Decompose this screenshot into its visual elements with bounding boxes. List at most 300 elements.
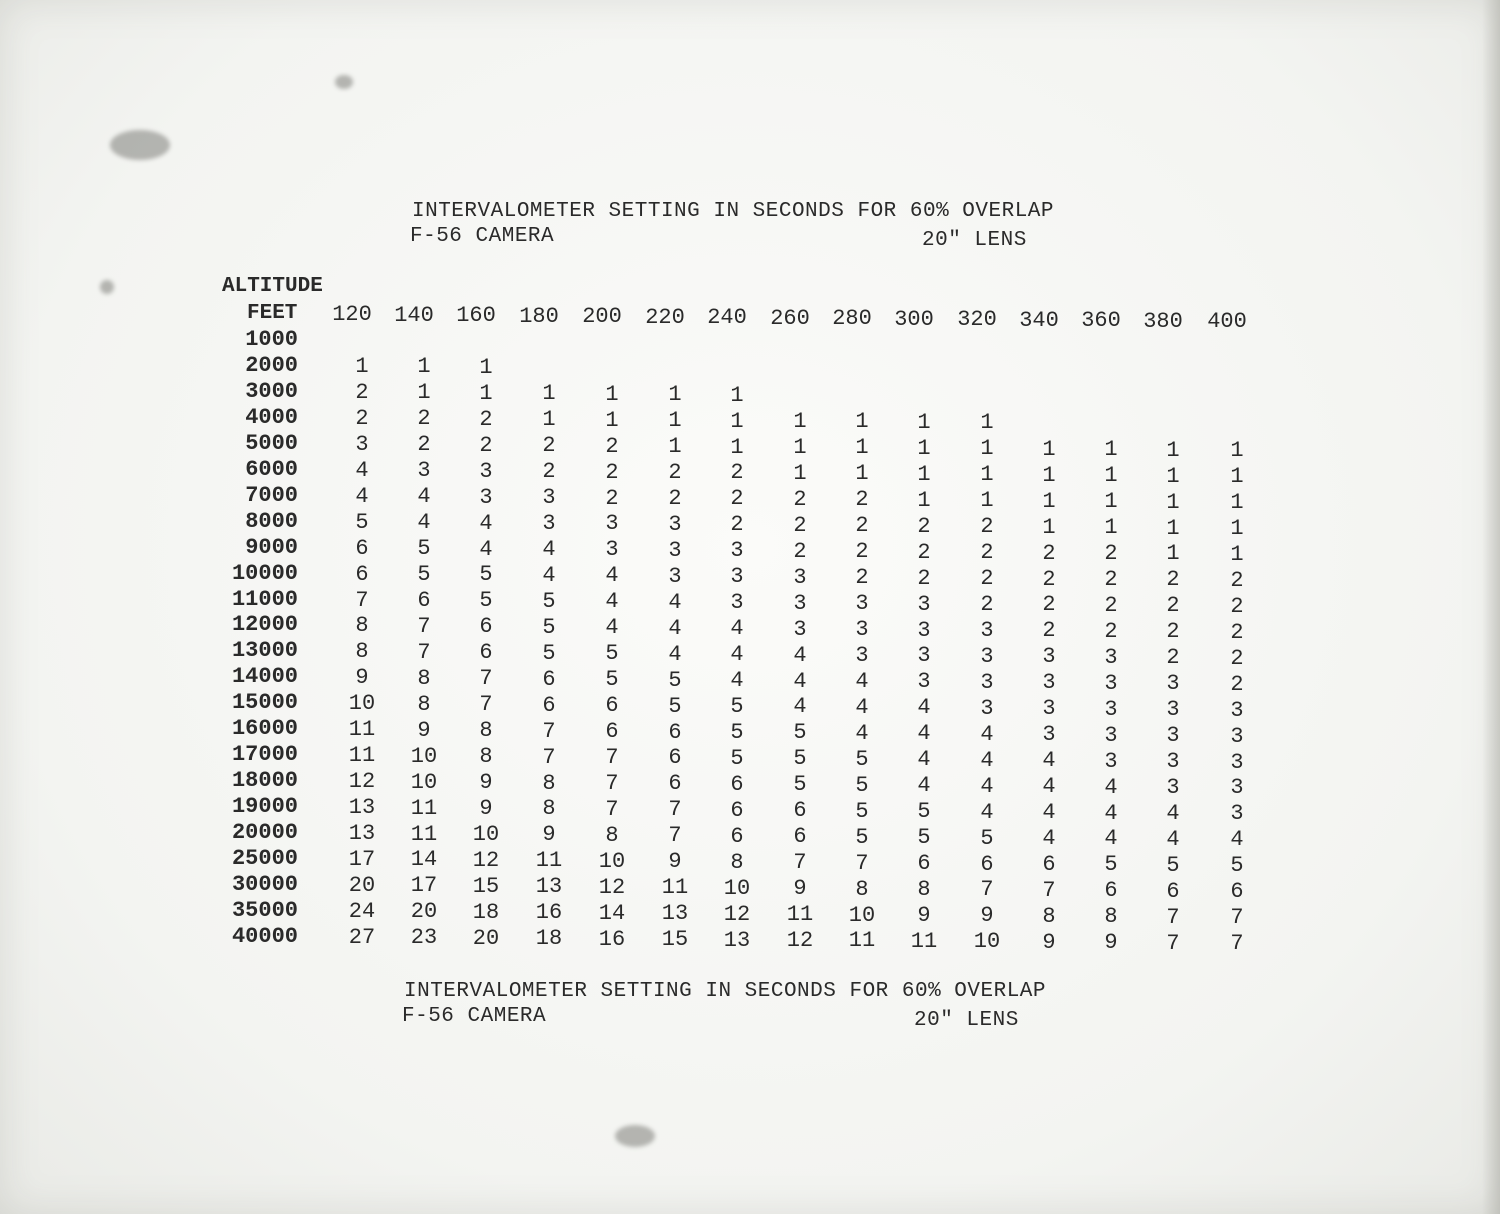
interval-value-cell: 9 xyxy=(479,796,493,821)
stain xyxy=(335,75,353,89)
interval-value-cell: 2 xyxy=(417,406,431,432)
interval-value-cell: 2 xyxy=(1042,592,1056,618)
interval-value-cell: 4 xyxy=(980,773,994,799)
interval-value-cell: 3 xyxy=(1230,749,1244,775)
interval-value-cell: 13 xyxy=(348,795,376,821)
interval-value-cell: 1 xyxy=(1230,541,1244,567)
interval-value-cell: 8 xyxy=(417,665,431,691)
stain xyxy=(110,130,170,160)
interval-value-cell: 9 xyxy=(355,665,369,691)
interval-value-cell: 1 xyxy=(980,462,994,488)
interval-value-cell: 6 xyxy=(1166,878,1180,904)
interval-value-cell: 2 xyxy=(1230,671,1244,697)
interval-value-cell: 7 xyxy=(1166,904,1180,930)
interval-value-cell: 3 xyxy=(917,643,931,669)
stain xyxy=(100,280,114,294)
interval-value-cell: 4 xyxy=(917,747,931,773)
interval-value-cell: 3 xyxy=(1230,723,1244,749)
interval-value-cell: 8 xyxy=(355,613,369,639)
interval-value-cell: 5 xyxy=(542,640,556,666)
interval-value-cell: 15 xyxy=(661,927,689,953)
interval-value-cell: 2 xyxy=(668,485,682,511)
interval-value-cell: 2 xyxy=(542,459,556,485)
interval-value-cell: 2 xyxy=(542,433,556,459)
interval-value-cell: 2 xyxy=(1104,618,1118,644)
interval-value-cell: 1 xyxy=(917,435,931,461)
speed-column-header: 380 xyxy=(1143,309,1183,334)
interval-value-cell: 3 xyxy=(1104,696,1118,722)
interval-value-cell: 1 xyxy=(1230,464,1244,490)
interval-value-cell: 1 xyxy=(793,460,807,486)
interval-value-cell: 5 xyxy=(479,562,493,588)
interval-value-cell: 1 xyxy=(542,381,556,407)
interval-value-cell: 3 xyxy=(855,643,869,668)
speed-column-header: 300 xyxy=(894,307,934,332)
interval-value-cell: 4 xyxy=(1042,774,1056,800)
altitude-cell: 6000 xyxy=(245,456,298,482)
interval-value-cell: 9 xyxy=(980,903,994,929)
interval-value-cell: 11 xyxy=(348,743,376,769)
interval-value-cell: 2 xyxy=(1104,592,1118,618)
interval-value-cell: 5 xyxy=(1104,852,1118,878)
stain xyxy=(615,1125,655,1147)
interval-value-cell: 8 xyxy=(730,849,744,875)
interval-value-cell: 14 xyxy=(410,847,438,873)
interval-value-cell: 4 xyxy=(1166,826,1180,852)
speed-column-header: 180 xyxy=(519,304,559,329)
interval-value-cell: 2 xyxy=(605,433,619,459)
interval-value-cell: 3 xyxy=(917,669,931,695)
interval-value-cell: 2 xyxy=(355,405,369,431)
interval-value-cell: 18 xyxy=(535,926,563,952)
interval-value-cell: 6 xyxy=(605,693,619,719)
interval-value-cell: 5 xyxy=(917,799,931,825)
interval-value-cell: 1 xyxy=(730,382,744,408)
header-title: INTERVALOMETER SETTING IN SECONDS FOR 60% OVERLAP xyxy=(412,200,1055,223)
altitude-cell: 25000 xyxy=(231,846,298,871)
interval-value-cell: 10 xyxy=(973,929,1001,955)
interval-value-cell: 16 xyxy=(598,926,626,952)
interval-value-cell: 3 xyxy=(1042,696,1056,722)
interval-value-cell: 3 xyxy=(793,590,807,616)
interval-value-cell: 2 xyxy=(917,513,931,539)
interval-value-cell: 7 xyxy=(793,850,807,876)
interval-value-cell: 4 xyxy=(980,747,994,773)
interval-value-cell: 2 xyxy=(980,514,994,540)
interval-value-cell: 17 xyxy=(410,873,438,899)
interval-value-cell: 5 xyxy=(1166,852,1180,878)
interval-value-cell: 7 xyxy=(542,718,556,744)
interval-value-cell: 4 xyxy=(793,694,807,720)
interval-value-cell: 2 xyxy=(855,539,869,565)
interval-value-cell: 1 xyxy=(1230,438,1244,464)
interval-value-cell: 8 xyxy=(1042,903,1056,929)
interval-value-cell: 6 xyxy=(668,719,682,745)
interval-value-cell: 3 xyxy=(855,617,869,643)
interval-value-cell: 3 xyxy=(980,617,994,643)
speed-column-header: 360 xyxy=(1081,308,1121,333)
altitude-cell: 14000 xyxy=(231,664,298,690)
interval-value-cell: 1 xyxy=(793,434,807,460)
interval-value-cell: 4 xyxy=(542,562,556,588)
interval-value-cell: 4 xyxy=(1230,827,1244,853)
interval-value-cell: 3 xyxy=(730,590,744,616)
interval-value-cell: 7 xyxy=(605,796,619,822)
interval-value-cell: 3 xyxy=(605,511,619,537)
interval-value-cell: 6 xyxy=(355,561,369,587)
interval-value-cell: 1 xyxy=(1042,462,1056,488)
interval-value-cell: 8 xyxy=(542,770,556,796)
interval-value-cell: 11 xyxy=(786,902,814,928)
interval-value-cell: 9 xyxy=(542,822,556,848)
interval-value-cell: 3 xyxy=(1166,697,1180,723)
interval-value-cell: 8 xyxy=(1104,904,1118,930)
interval-value-cell: 2 xyxy=(1042,566,1056,592)
interval-value-cell: 12 xyxy=(786,928,814,953)
interval-value-cell: 6 xyxy=(730,797,744,823)
interval-value-cell: 5 xyxy=(668,693,682,719)
interval-value-cell: 3 xyxy=(542,485,556,511)
interval-value-cell: 4 xyxy=(980,721,994,747)
interval-value-cell: 3 xyxy=(1104,644,1118,670)
interval-value-cell: 3 xyxy=(1104,722,1118,748)
interval-value-cell: 12 xyxy=(723,901,751,927)
interval-value-cell: 9 xyxy=(417,717,431,743)
interval-value-cell: 10 xyxy=(348,691,376,717)
interval-value-cell: 20 xyxy=(410,899,438,925)
interval-value-cell: 16 xyxy=(535,900,563,926)
interval-value-cell: 2 xyxy=(417,432,431,458)
interval-value-cell: 3 xyxy=(1230,697,1244,723)
speed-column-header: 160 xyxy=(456,303,496,328)
interval-value-cell: 3 xyxy=(980,695,994,721)
interval-value-cell: 1 xyxy=(1230,515,1244,541)
interval-value-cell: 1 xyxy=(1166,463,1180,489)
speed-column-header: 220 xyxy=(645,305,685,330)
interval-value-cell: 3 xyxy=(1042,670,1056,696)
interval-value-cell: 18 xyxy=(472,899,500,925)
altitude-cell: 19000 xyxy=(231,794,298,820)
interval-value-cell: 8 xyxy=(479,744,493,770)
interval-value-cell: 10 xyxy=(410,769,438,795)
interval-value-cell: 2 xyxy=(355,379,369,405)
interval-value-cell: 3 xyxy=(668,511,682,537)
altitude-cell: 3000 xyxy=(245,378,298,404)
interval-value-cell: 2 xyxy=(479,406,493,432)
interval-value-cell: 2 xyxy=(917,539,931,565)
altitude-cell: 10000 xyxy=(231,560,298,586)
interval-value-cell: 6 xyxy=(1104,878,1118,904)
interval-value-cell: 6 xyxy=(793,824,807,850)
interval-value-cell: 1 xyxy=(1104,489,1118,515)
interval-value-cell: 23 xyxy=(410,925,438,951)
interval-value-cell: 3 xyxy=(1042,722,1056,748)
interval-value-cell: 11 xyxy=(535,848,563,874)
interval-value-cell: 3 xyxy=(1042,644,1056,670)
interval-value-cell: 3 xyxy=(479,484,493,510)
interval-value-cell: 3 xyxy=(730,564,744,590)
interval-value-cell: 3 xyxy=(1166,671,1180,697)
interval-value-cell: 7 xyxy=(479,692,493,718)
interval-value-cell: 3 xyxy=(730,538,744,564)
interval-value-cell: 3 xyxy=(668,563,682,589)
interval-value-cell: 4 xyxy=(479,510,493,536)
interval-value-cell: 6 xyxy=(479,640,493,666)
interval-value-cell: 6 xyxy=(668,745,682,771)
interval-value-cell: 4 xyxy=(1104,826,1118,852)
interval-value-cell: 6 xyxy=(542,692,556,718)
interval-value-cell: 7 xyxy=(417,639,431,665)
interval-value-cell: 24 xyxy=(348,898,376,924)
interval-value-cell: 6 xyxy=(479,614,493,640)
interval-value-cell: 9 xyxy=(1104,930,1118,956)
altitude-cell: 11000 xyxy=(231,586,298,612)
speed-column-header: 140 xyxy=(394,303,434,328)
speed-column-header: 400 xyxy=(1207,309,1247,334)
interval-value-cell: 3 xyxy=(980,669,994,695)
altitude-cell: 12000 xyxy=(231,612,298,638)
interval-value-cell: 4 xyxy=(793,642,807,668)
interval-value-cell: 2 xyxy=(793,538,807,564)
interval-value-cell: 6 xyxy=(980,851,994,877)
interval-value-cell: 2 xyxy=(1042,618,1056,644)
altitude-cell: 35000 xyxy=(231,897,298,923)
interval-value-cell: 3 xyxy=(1104,670,1118,696)
altitude-cell: 18000 xyxy=(231,768,298,794)
interval-value-cell: 6 xyxy=(1042,851,1056,877)
interval-value-cell: 5 xyxy=(855,824,869,850)
speed-column-header: 200 xyxy=(582,304,622,329)
interval-value-cell: 1 xyxy=(1104,515,1118,541)
interval-value-cell: 1 xyxy=(1166,489,1180,515)
interval-value-cell: 7 xyxy=(479,666,493,692)
interval-value-cell: 5 xyxy=(855,772,869,798)
interval-value-cell: 2 xyxy=(1166,567,1180,593)
altitude-cell: 1000 xyxy=(245,327,298,352)
interval-value-cell: 3 xyxy=(1230,801,1244,827)
interval-value-cell: 2 xyxy=(1166,645,1180,671)
interval-value-cell: 3 xyxy=(793,564,807,590)
interval-value-cell: 9 xyxy=(668,849,682,875)
interval-value-cell: 11 xyxy=(910,928,938,954)
interval-value-cell: 4 xyxy=(542,536,556,562)
interval-value-cell: 3 xyxy=(417,458,431,484)
interval-value-cell: 7 xyxy=(355,587,369,613)
interval-value-cell: 3 xyxy=(1166,749,1180,775)
interval-value-cell: 14 xyxy=(598,900,626,926)
interval-value-cell: 8 xyxy=(605,822,619,848)
interval-value-cell: 11 xyxy=(410,821,438,847)
interval-value-cell: 3 xyxy=(605,537,619,563)
interval-value-cell: 5 xyxy=(793,772,807,798)
interval-value-cell: 1 xyxy=(980,436,994,462)
interval-value-cell: 6 xyxy=(793,798,807,824)
interval-value-cell: 5 xyxy=(730,745,744,771)
footer-lens: 20" LENS xyxy=(914,1009,1019,1032)
interval-value-cell: 1 xyxy=(1166,541,1180,567)
interval-value-cell: 10 xyxy=(848,902,876,928)
speed-column-header: 120 xyxy=(332,302,372,327)
interval-value-cell: 27 xyxy=(348,924,376,950)
interval-value-cell: 3 xyxy=(917,617,931,643)
interval-value-cell: 4 xyxy=(417,510,431,536)
interval-value-cell: 1 xyxy=(668,382,682,408)
interval-value-cell: 1 xyxy=(417,380,431,406)
interval-value-cell: 1 xyxy=(542,407,556,433)
interval-value-cell: 2 xyxy=(793,512,807,538)
interval-value-cell: 7 xyxy=(1230,931,1244,957)
interval-value-cell: 9 xyxy=(793,876,807,902)
interval-value-cell: 5 xyxy=(793,720,807,746)
paper-edge xyxy=(1482,0,1500,1214)
altitude-cell: 30000 xyxy=(231,871,298,897)
interval-value-cell: 13 xyxy=(348,821,376,847)
interval-value-cell: 2 xyxy=(1230,567,1244,593)
interval-value-cell: 5 xyxy=(855,746,869,772)
interval-value-cell: 2 xyxy=(1104,566,1118,592)
interval-value-cell: 4 xyxy=(730,668,744,694)
interval-value-cell: 4 xyxy=(1042,826,1056,851)
interval-value-cell: 5 xyxy=(605,641,619,667)
interval-value-cell: 4 xyxy=(730,642,744,668)
interval-value-cell: 4 xyxy=(668,589,682,615)
interval-value-cell: 15 xyxy=(472,873,500,899)
interval-value-cell: 12 xyxy=(598,874,626,900)
interval-value-cell: 2 xyxy=(855,565,869,591)
interval-value-cell: 1 xyxy=(1042,514,1056,540)
interval-value-cell: 1 xyxy=(730,434,744,460)
interval-value-cell: 6 xyxy=(605,719,619,745)
interval-value-cell: 4 xyxy=(793,668,807,694)
interval-value-cell: 13 xyxy=(661,901,689,927)
interval-value-cell: 4 xyxy=(855,668,869,694)
interval-value-cell: 4 xyxy=(1042,748,1056,774)
interval-value-cell: 5 xyxy=(730,694,744,719)
interval-value-cell: 1 xyxy=(479,354,493,380)
interval-value-cell: 1 xyxy=(605,381,619,407)
interval-value-cell: 2 xyxy=(1104,541,1118,566)
speed-column-header: 340 xyxy=(1019,308,1059,333)
interval-value-cell: 5 xyxy=(730,719,744,745)
interval-value-cell: 5 xyxy=(980,825,994,851)
interval-value-cell: 17 xyxy=(348,847,376,872)
interval-value-cell: 2 xyxy=(1230,593,1244,619)
interval-value-cell: 5 xyxy=(417,536,431,562)
interval-value-cell: 11 xyxy=(848,928,876,954)
interval-value-cell: 4 xyxy=(980,799,994,825)
interval-value-cell: 4 xyxy=(917,773,931,799)
interval-value-cell: 2 xyxy=(980,540,994,566)
interval-value-cell: 1 xyxy=(1230,490,1244,515)
interval-value-cell: 3 xyxy=(1166,723,1180,749)
speed-column-header: 280 xyxy=(832,306,872,331)
interval-value-cell: 20 xyxy=(472,925,500,951)
interval-value-cell: 13 xyxy=(535,874,563,900)
interval-value-cell: 4 xyxy=(855,720,869,746)
interval-value-cell: 5 xyxy=(793,746,807,772)
interval-value-cell: 2 xyxy=(1230,645,1244,671)
interval-value-cell: 1 xyxy=(1042,436,1056,462)
interval-value-cell: 2 xyxy=(605,459,619,485)
interval-value-cell: 4 xyxy=(605,615,619,641)
speed-column-header: 260 xyxy=(770,306,810,331)
interval-value-cell: 7 xyxy=(542,744,556,770)
interval-value-cell: 8 xyxy=(542,796,556,822)
interval-value-cell: 11 xyxy=(348,717,376,743)
altitude-cell: 2000 xyxy=(245,352,298,378)
interval-value-cell: 1 xyxy=(479,380,493,406)
interval-value-cell: 10 xyxy=(472,821,500,847)
interval-value-cell: 7 xyxy=(1166,930,1180,956)
footer-title: INTERVALOMETER SETTING IN SECONDS FOR 60% OVERLAP xyxy=(404,980,1047,1003)
interval-value-cell: 9 xyxy=(479,770,493,796)
interval-value-cell: 1 xyxy=(793,409,807,434)
interval-value-cell: 1 xyxy=(1166,515,1180,541)
interval-value-cell: 4 xyxy=(1042,800,1056,826)
interval-value-cell: 1 xyxy=(1042,488,1056,514)
interval-value-cell: 4 xyxy=(917,695,931,721)
interval-value-cell: 10 xyxy=(410,743,438,769)
interval-value-cell: 4 xyxy=(605,589,619,615)
interval-value-cell: 2 xyxy=(1042,540,1056,566)
interval-value-cell: 6 xyxy=(355,535,369,561)
interval-value-cell: 3 xyxy=(542,511,556,536)
interval-value-cell: 2 xyxy=(1230,619,1244,645)
interval-value-cell: 4 xyxy=(730,616,744,642)
interval-value-cell: 1 xyxy=(668,408,682,434)
interval-value-cell: 13 xyxy=(723,927,751,953)
altitude-cell: 16000 xyxy=(231,716,298,742)
footer-camera: F-56 CAMERA xyxy=(402,1005,547,1028)
interval-value-cell: 12 xyxy=(472,847,500,873)
interval-value-cell: 7 xyxy=(1230,905,1244,931)
interval-value-cell: 3 xyxy=(355,431,369,457)
altitude-cell: 17000 xyxy=(231,742,298,768)
interval-value-cell: 1 xyxy=(1166,437,1180,463)
interval-value-cell: 5 xyxy=(542,614,556,640)
interval-value-cell: 2 xyxy=(855,487,869,513)
interval-value-cell: 5 xyxy=(855,798,869,824)
interval-value-cell: 3 xyxy=(1104,748,1118,774)
interval-value-cell: 4 xyxy=(355,483,369,509)
interval-value-cell: 1 xyxy=(855,409,869,435)
interval-value-cell: 2 xyxy=(730,486,744,512)
header-camera: F-56 CAMERA xyxy=(410,225,555,248)
interval-value-cell: 3 xyxy=(479,458,493,484)
interval-value-cell: 1 xyxy=(730,408,744,434)
interval-value-cell: 8 xyxy=(855,876,869,902)
interval-value-cell: 1 xyxy=(980,488,994,514)
interval-value-cell: 1 xyxy=(605,407,619,433)
interval-value-cell: 2 xyxy=(730,460,744,486)
interval-value-cell: 4 xyxy=(668,615,682,641)
interval-value-cell: 5 xyxy=(917,825,931,851)
header-lens: 20" LENS xyxy=(922,229,1027,252)
interval-value-cell: 11 xyxy=(661,875,689,901)
interval-value-cell: 4 xyxy=(917,721,931,747)
interval-value-cell: 9 xyxy=(917,902,931,928)
interval-value-cell: 20 xyxy=(348,872,376,898)
interval-value-cell: 7 xyxy=(668,797,682,823)
interval-value-cell: 5 xyxy=(1230,853,1244,879)
interval-value-cell: 3 xyxy=(793,616,807,642)
interval-value-cell: 6 xyxy=(1230,879,1244,905)
interval-value-cell: 1 xyxy=(980,410,994,436)
interval-value-cell: 9 xyxy=(1042,929,1056,955)
interval-value-cell: 1 xyxy=(1104,437,1118,463)
interval-value-cell: 4 xyxy=(668,641,682,667)
interval-value-cell: 1 xyxy=(668,434,682,460)
